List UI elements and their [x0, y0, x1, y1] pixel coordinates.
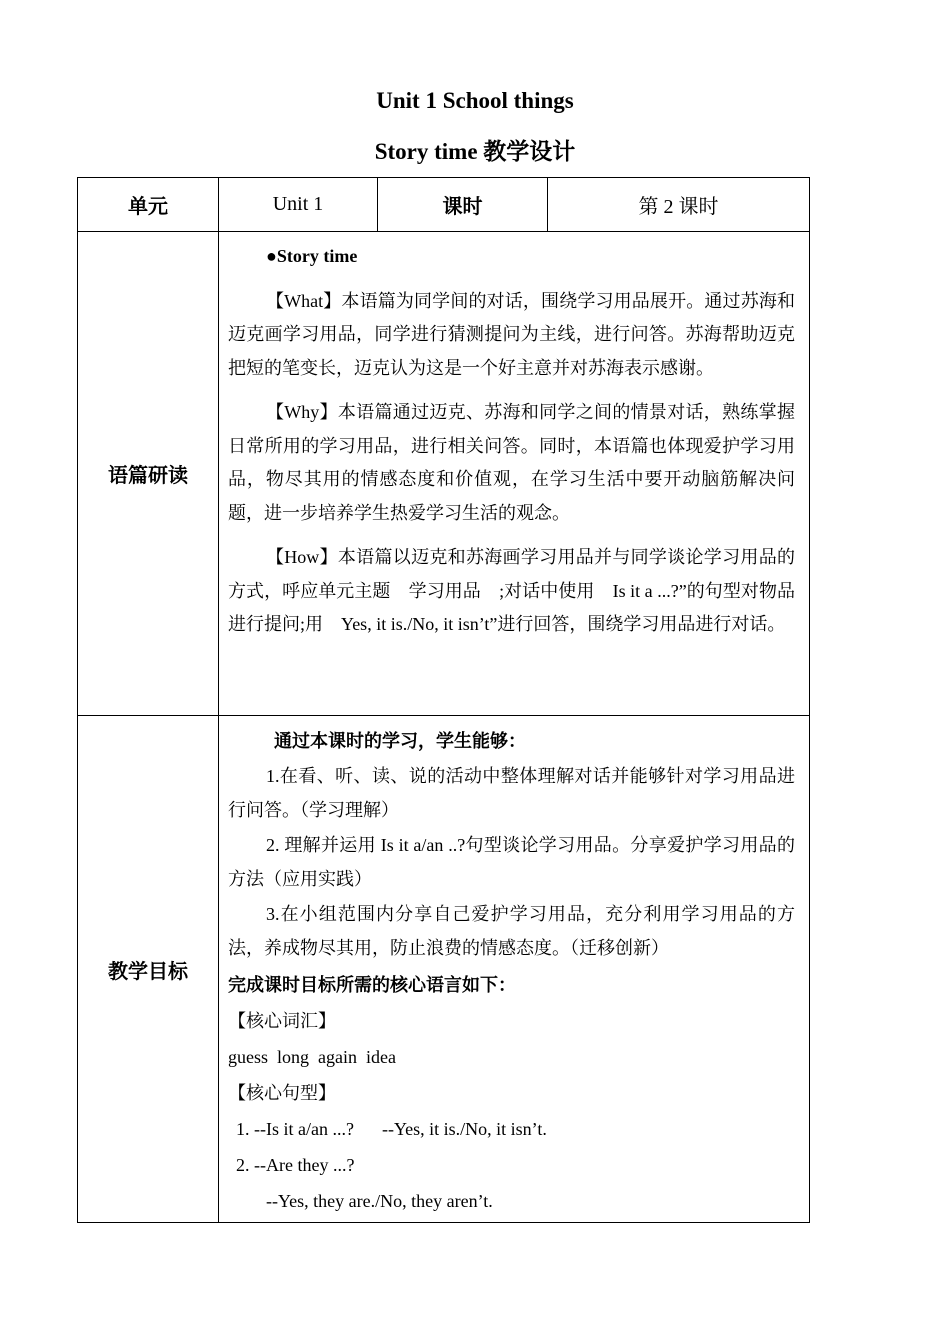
goal-3: 3.在小组范围内分享自己爱护学习用品，充分利用学习用品的方法，养成物尽其用，防止浪费的情感态度。（迁移创新）	[228, 904, 795, 958]
period-value: 第 2 课时	[548, 178, 810, 232]
text-study-row	[78, 232, 810, 716]
document-title: Unit 1 School things	[376, 88, 574, 113]
why-paragraph: 【Why】本语篇通过迈克、苏海和同学之间的情景对话，熟练掌握日常所用的学习用品，进行相关问答。同时，本语篇也体现爱护学习用品，物尽其用的情感态度和价值观，在学习生活中要开动脑筋解决问题，进一步培养学生热爱学习生活的观念。	[228, 402, 795, 523]
core-language-intro: 完成课时目标所需的核心语言如下：	[228, 975, 516, 995]
unit-label: 单元	[78, 178, 219, 232]
sentence-1-answer: --Yes, it is./No, it isn’t.	[381, 1119, 547, 1139]
sentence-1-question: 1. --Is it a/an ...?	[236, 1119, 354, 1139]
objectives-intro: 通过本课时的学习，学生能够：	[274, 731, 526, 751]
sentence-2-answer: --Yes, they are./No, they aren’t.	[266, 1191, 493, 1211]
what-paragraph: 【What】本语篇为同学间的对话，围绕学习用品展开。通过苏海和迈克画学习用品，同学进行猜测提问为主线，进行问答。苏海帮助迈克把短的笔变长，迈克认为这是一个好主意并对苏海表示感谢。	[228, 290, 795, 378]
sentence-1	[228, 1111, 795, 1147]
sentence-label: 【核心句型】	[228, 1083, 336, 1103]
header-row	[78, 178, 810, 232]
objectives-content	[219, 716, 810, 1223]
vocab-list: guess long again idea	[228, 1047, 396, 1067]
goal-2: 2. 理解并运用 Is it a/an ..?句型谈论学习用品。分享爱护学习用品的方法（应用实践）	[228, 835, 795, 889]
story-time-heading: ●Story time	[266, 246, 358, 266]
objectives-row	[78, 716, 810, 1223]
lesson-plan-table	[77, 177, 810, 1223]
how-paragraph: 【How】本语篇以迈克和苏海画学习用品并与同学谈论学习用品的方式，呼应单元主题 学习用品 ;对话中使用 Is it a ...?”的句型对物品进行提问;用 Yes, it is./No, it isn’t”进行回答，围绕学习用品进行对话。	[228, 547, 795, 634]
objectives-label: 教学目标	[78, 716, 219, 1223]
text-study-content	[219, 232, 810, 716]
sentence-2-question: 2. --Are they ...?	[236, 1155, 355, 1175]
unit-value: Unit 1	[219, 178, 378, 232]
document-subtitle: Story time 教学设计	[374, 139, 576, 164]
text-study-label: 语篇研读	[78, 232, 219, 716]
vocab-label: 【核心词汇】	[228, 1011, 336, 1031]
goal-1: 1.在看、听、读、说的活动中整体理解对话并能够针对学习用品进行问答。（学习理解）	[228, 766, 795, 820]
period-label: 课时	[378, 178, 548, 232]
